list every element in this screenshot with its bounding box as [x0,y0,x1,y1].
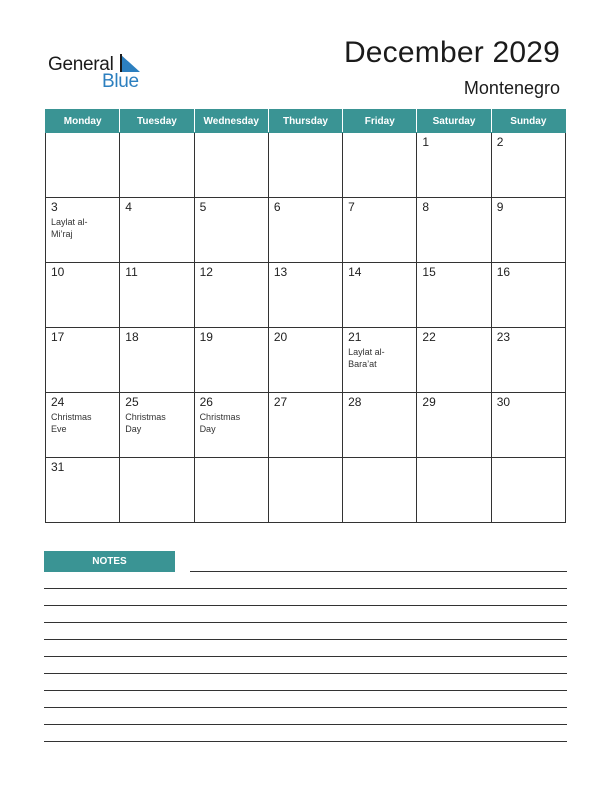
empty-day-cell [268,458,342,523]
day-cell [491,133,565,198]
day-cell [46,458,120,523]
day-number: 8 [422,200,430,214]
note-line [44,690,567,691]
weekday-header: Tuesday [120,110,194,133]
day-number: 24 [51,395,65,409]
note-line [44,605,567,606]
empty-day-cell [343,458,417,523]
weekday-header: Monday [46,110,120,133]
notes-label: NOTES [44,551,175,572]
day-number: 30 [496,395,511,409]
day-cell [194,328,268,393]
note-line [44,622,567,623]
day-cell [120,328,194,393]
day-number: 1 [422,135,430,149]
day-number: 17 [51,330,65,344]
day-number: 25 [125,395,139,409]
empty-day-cell [120,133,194,198]
week-row [46,198,566,263]
empty-day-cell [268,133,342,198]
day-number: 3 [51,200,58,214]
day-cell [268,198,342,263]
weekday-header: Friday [343,110,417,133]
note-line [44,588,567,589]
day-cell [343,393,417,458]
weekday-header: Sunday [491,110,565,133]
day-number: 18 [125,330,139,344]
holiday-label: Laylat al- Bara’at [348,347,385,369]
day-cell [120,263,194,328]
day-cell [417,263,491,328]
day-number: 4 [125,200,132,214]
empty-day-cell [194,458,268,523]
page-title: December 2029 [343,36,560,69]
day-cell [194,263,268,328]
day-number: 13 [273,265,288,279]
day-cell [46,393,120,458]
day-number: 23 [496,330,511,344]
week-row [46,458,566,523]
day-cell [120,393,194,458]
day-cell [417,393,491,458]
day-cell [46,328,120,393]
day-number: 9 [496,200,504,214]
holiday-label: Christmas Eve [51,412,92,434]
country-name: Montenegro [463,78,560,98]
day-number: 20 [273,330,288,344]
day-number: 11 [125,265,138,279]
week-row [46,393,566,458]
weekday-header: Saturday [417,110,491,133]
logo-blue-text: Blue [102,71,139,92]
day-number: 31 [51,460,65,474]
holiday-label: Christmas Day [125,412,166,434]
day-cell [491,328,565,393]
day-cell [268,393,342,458]
day-number: 12 [199,265,213,279]
day-cell [417,328,491,393]
calendar-grid [45,109,566,523]
note-line [190,571,567,572]
holiday-label: Christmas Day [199,412,241,434]
day-number: 5 [199,200,207,214]
note-line [44,639,567,640]
empty-day-cell [491,458,565,523]
day-cell [194,393,268,458]
day-number: 15 [422,265,436,279]
week-row [46,328,566,393]
day-cell [417,198,491,263]
note-line [44,673,567,674]
day-cell [46,198,120,263]
day-cell [417,133,491,198]
day-cell [491,198,565,263]
logo-triangle-icon [120,54,140,72]
day-cell [268,328,342,393]
day-cell [46,263,120,328]
weekday-header: Thursday [268,110,342,133]
logo-general-text: General [48,54,114,75]
week-row [46,263,566,328]
day-number: 29 [422,395,436,409]
note-line [44,656,567,657]
weekday-header-row [46,110,566,133]
empty-day-cell [194,133,268,198]
empty-day-cell [343,133,417,198]
day-cell [194,198,268,263]
day-number: 19 [199,330,213,344]
day-cell [343,198,417,263]
empty-day-cell [46,133,120,198]
day-number: 6 [273,200,281,214]
day-cell [268,263,342,328]
note-line [44,707,567,708]
day-cell [343,263,417,328]
day-number: 26 [199,395,213,409]
day-number: 2 [496,135,504,149]
empty-day-cell [417,458,491,523]
generalblue-logo [48,52,158,92]
day-number: 7 [348,200,355,214]
day-cell [343,328,417,393]
note-line [44,724,567,725]
note-line [44,741,567,742]
day-number: 14 [348,265,362,279]
day-number: 21 [348,330,362,344]
day-cell [120,198,194,263]
day-number: 27 [273,395,288,409]
day-number: 16 [496,265,511,279]
day-cell [491,263,565,328]
empty-day-cell [120,458,194,523]
day-number: 22 [422,330,436,344]
weekday-header: Wednesday [194,110,268,133]
day-cell [491,393,565,458]
holiday-label: Laylat al- Mi’raj [51,217,88,239]
day-number: 10 [51,265,65,279]
calendar-body [46,133,566,523]
week-row [46,133,566,198]
day-number: 28 [348,395,362,409]
